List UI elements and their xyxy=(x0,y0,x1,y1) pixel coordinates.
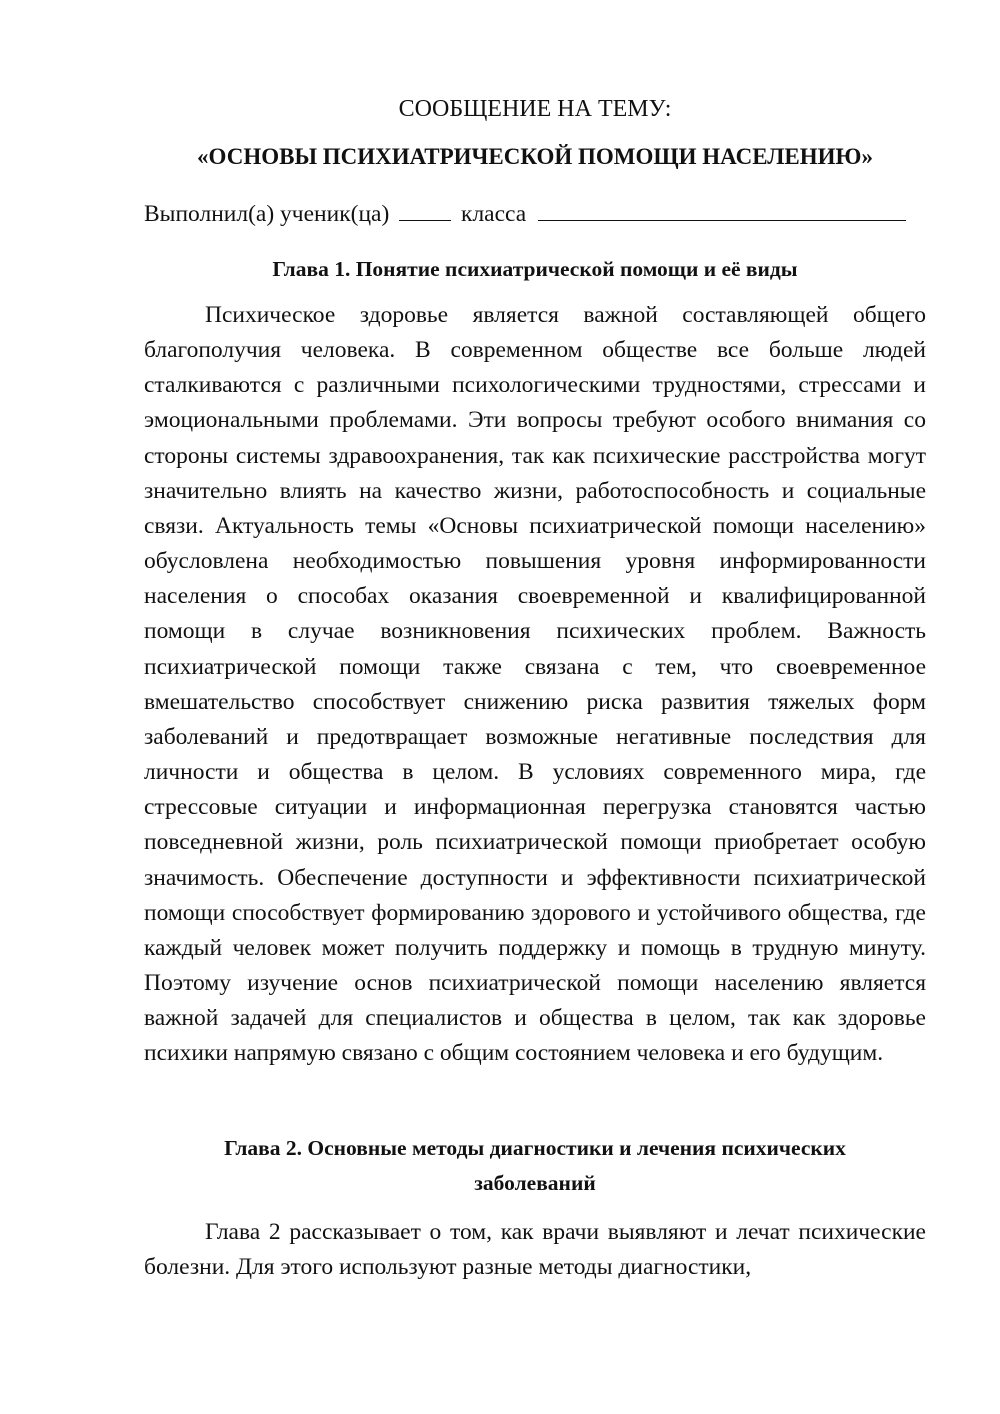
chapter-2-heading-line-1: Глава 2. Основные методы диагностики и лечения психических xyxy=(224,1136,846,1160)
class-label: класса xyxy=(461,201,527,227)
chapter-1-heading: Глава 1. Понятие психиатрической помощи и её виды xyxy=(272,257,798,281)
class-number-blank xyxy=(399,200,451,221)
chapter-1-paragraph: Психическое здоровье является важной составляющей общего благополучия человека. В современном обществе все больше людей сталкиваются с различными психологическими трудностями, стрессами и эмоциональными проблемами. Эти вопросы требуют особого внимания со стороны системы здравоохранения, так как психические расстройства могут значительно влиять на качество жизни, работоспособность и социальные связи. Актуальность темы «Основы психиатрической помощи населению» обусловлена необходимостью повышения уровня информированности населения о способах оказания своевременной и квалифицированной помощи в случае возникновения психических проблем. Важность психиатрической помощи также связана с тем, что своевременное вмешательство способствует снижению риска развития тяжелых форм заболеваний и предотвращает возможные негативные последствия для личности и общества в целом. В условиях современного мира, где стрессовые ситуации и информационная перегрузка становятся частью повседневной жизни, роль психиатрической помощи приобретает особую значимость. Обеспечение доступности и эффективности психиатрической помощи способствует формированию здорового и устойчивого общества, где каждый человек может получить поддержку и помощь в трудную минуту. Поэтому изучение основ психиатрической помощи населению является важной задачей для специалистов и общества в целом, так как здоровье психики напрямую связано с общим состоянием человека и его будущим. xyxy=(144,302,926,1067)
byline xyxy=(144,198,934,230)
chapter-2-paragraph: Глава 2 рассказывает о том, как врачи выявляют и лечат психические болезни. Для этого используют разные методы диагностики, xyxy=(144,1219,926,1281)
title-line-1: СООБЩЕНИЕ НА ТЕМУ: xyxy=(398,96,672,122)
name-blank xyxy=(538,200,906,221)
chapter-2-heading xyxy=(144,1131,926,1201)
title-line-2: «ОСНОВЫ ПСИХИАТРИЧЕСКОЙ ПОМОЩИ НАСЕЛЕНИЮ» xyxy=(197,144,873,169)
chapter-2-heading-line-2: заболеваний xyxy=(474,1171,596,1195)
performed-by-label: Выполнил(а) ученик(ца) xyxy=(144,201,390,227)
